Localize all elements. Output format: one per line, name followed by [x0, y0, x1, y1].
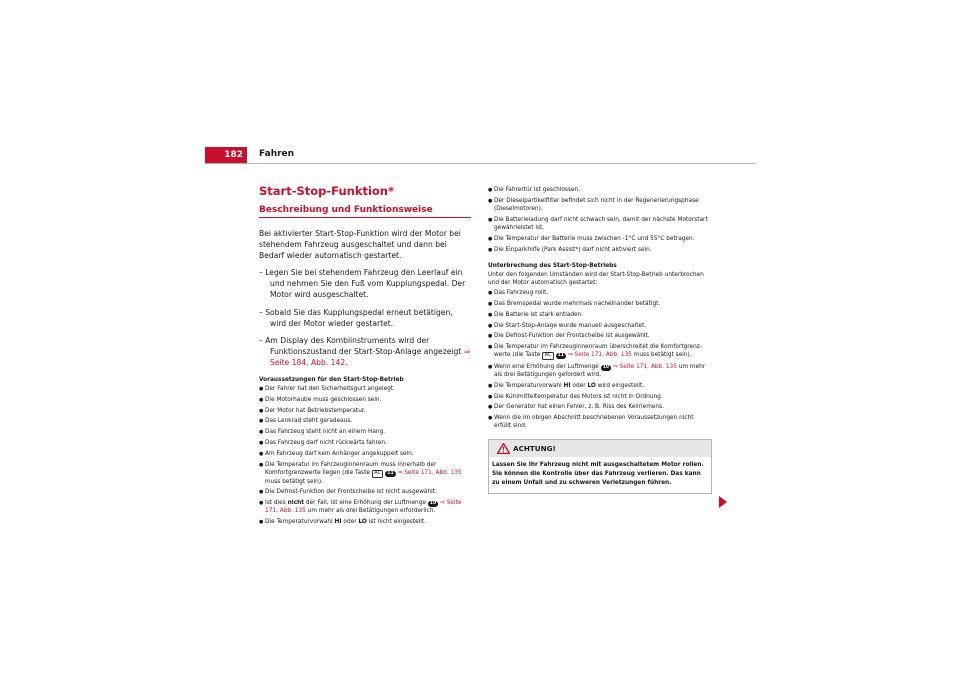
- list-item: [488, 382, 712, 390]
- list-item: [488, 343, 712, 360]
- item-text: Die Temperaturvorwahl: [265, 519, 335, 526]
- warning-box: [488, 439, 712, 494]
- page-reference-link[interactable]: ⇒ Seite 171, Abb. 135: [567, 352, 632, 359]
- list-item: [488, 363, 712, 379]
- step-item: – Sobald Sie das Kupplungspedal erneut betätigen, wird der Motor wieder gestartet.: [259, 307, 453, 328]
- list-item: [259, 518, 471, 526]
- item-text: wird eingestellt.: [595, 382, 645, 389]
- list-item: ● Die Einparkhilfe (Park Assist*) darf nicht aktiviert sein.: [488, 246, 712, 254]
- item-text: oder: [570, 382, 588, 389]
- callout-10-icon: 10: [602, 364, 609, 370]
- warning-header: [489, 440, 711, 457]
- page-reference-link[interactable]: ⇒ Seite 171, Abb. 135: [265, 500, 462, 515]
- list-item: ● Das Fahrzeug darf nicht rückwärts fahren.: [259, 439, 471, 447]
- item-text: um mehr als drei Betätigungen erforderlich.: [305, 508, 436, 515]
- right-column: [488, 186, 712, 494]
- left-column: [259, 184, 471, 529]
- intro-paragraph: Bei aktivierter Start-Stop-Funktion wird der Motor bei stehendem Fahrzeug ausgeschaltet und dann bei Bedarf wieder automatisch gestartet.: [259, 229, 461, 261]
- item-text: Die Temperaturvorwahl: [494, 382, 564, 389]
- list-item: ● Die Batterieladung darf nicht schwach sein, damit der nächste Motorstart gewährleistet ist.: [488, 216, 712, 232]
- page-number: 182: [205, 147, 247, 163]
- emphasis-text: HI: [334, 519, 342, 526]
- item-text: muss betätigt sein).: [631, 352, 692, 359]
- page-reference-link[interactable]: ⇒ Seite 171, Abb. 135: [612, 363, 677, 370]
- step-item: – Legen Sie bei stehendem Fahrzeug den Leerlauf ein und nehmen Sie den Fuß vom Kupplungspedal. Der Motor wird ausgeschaltet.: [259, 268, 466, 300]
- ac-key-icon: AC: [542, 352, 554, 360]
- callout-11-icon: 11: [387, 470, 394, 476]
- page-reference-link[interactable]: ⇒ Seite 171, Abb. 135: [397, 469, 462, 476]
- list-item: ● Die Defrost-Funktion der Frontscheibe ist ausgewählt.: [488, 332, 712, 340]
- list-item: ● Das Fahrzeug steht nicht an einem Hang.: [259, 428, 471, 436]
- continue-arrow-icon: [719, 496, 727, 508]
- list-item: ● Das Bremspedal wurde mehrmals nacheinander betätigt.: [488, 300, 712, 308]
- header-rule: [205, 163, 756, 164]
- list-item: ● Der Generator hat einen Fehler, z. B. Riss des Keilriemens.: [488, 403, 712, 411]
- item-text: der Fall, ist eine Erhöhung der Luftmenge: [304, 500, 428, 507]
- list-item: [259, 461, 471, 486]
- callout-10-icon: 10: [429, 501, 437, 507]
- prereq-heading: Voraussetzungen für den Start-Stop-Betrieb: [259, 377, 404, 384]
- list-item: ● Die Start-Stop-Anlage wurde manuell ausgeschaltet.: [488, 322, 712, 330]
- item-text: Die Temperatur im Fahrzeuginnenraum überschreitet die Komfortgrenzwerte (die Taste: [494, 344, 702, 359]
- warning-text: Lassen Sie Ihr Fahrzeug nicht mit ausgeschaltetem Motor rollen. Sie können die Kontrolle über das Fahrzeug verlieren. Das kann zu einem Unfall und zu schweren Verletzungen führen.: [492, 461, 704, 486]
- item-text: Ist dies: [265, 500, 288, 507]
- list-item: ● Die Motorhaube muss geschlossen sein.: [259, 396, 471, 404]
- warning-title: ACHTUNG!: [513, 443, 556, 453]
- list-item: ● Das Lenkrad steht geradeaus.: [259, 417, 471, 425]
- item-text: oder: [341, 519, 359, 526]
- emphasis-text: LO: [358, 519, 367, 526]
- warning-triangle-icon: [497, 443, 510, 454]
- list-item: [259, 499, 471, 515]
- list-item: ● Wenn die im obigen Abschnitt beschriebenen Voraussetzungen nicht erfüllt sind.: [488, 414, 712, 430]
- section-title: Start-Stop-Funktion*: [259, 184, 395, 198]
- chapter-title: Fahren: [259, 149, 295, 159]
- list-item: ● Die Kühlmitteltemperatur des Motors ist nicht in Ordnung.: [488, 393, 712, 401]
- interrupt-heading: Unterbrechung des Start-Stop-Betriebs: [488, 262, 617, 269]
- interrupt-intro: Unter den folgenden Umständen wird der Start-Stop-Betrieb unterbrochen und der Motor automatisch gestartet:: [488, 271, 704, 286]
- item-text: um mehr als drei Betätigungen gefordert wird.: [494, 363, 706, 378]
- list-item: ● Das Fahrzeug rollt.: [488, 289, 712, 297]
- list-item: ● Die Defrost-Funktion der Frontscheibe ist nicht ausgewählt.: [259, 488, 471, 496]
- list-item: ● Die Batterie ist stark entladen.: [488, 311, 712, 319]
- step-end: .: [345, 357, 348, 367]
- section-subtitle: Beschreibung und Funktionsweise: [259, 205, 471, 218]
- step-item: [259, 335, 471, 368]
- item-text: ist nicht eingestellt.: [366, 519, 427, 526]
- step-text: – Am Display des Kombiinstruments wird der Funktionszustand der Start-Stop-Anlage angezeigt: [259, 335, 464, 356]
- list-item: ● Der Motor hat Betriebstemperatur.: [259, 407, 471, 415]
- list-item: ● Die Temperatur der Batterie muss zwischen -1°C und 55°C betragen.: [488, 235, 712, 243]
- list-item: ● Am Fahrzeug darf kein Anhänger angekuppelt sein.: [259, 450, 471, 458]
- list-item: ● Der Fahrer hat den Sicherheitsgurt angelegt.: [259, 385, 471, 393]
- emphasis-text: LO: [587, 382, 596, 389]
- page-reference-link[interactable]: ⇒ Seite 184, Abb. 142: [270, 346, 471, 367]
- list-item: ● Die Fahrertür ist geschlossen.: [488, 186, 712, 194]
- callout-11-icon: 11: [557, 353, 564, 359]
- list-item: ● Der Dieselpartikelfilter befindet sich nicht in der Regenerierungsphase (Dieselmotoren).: [488, 197, 712, 213]
- item-text: Die Temperatur im Fahrzeuginnenraum muss innerhalb der Komfortgrenzwerte liegen (die Taste: [265, 461, 437, 476]
- emphasis-text: HI: [563, 382, 571, 389]
- item-text: muss betätigt sein).: [265, 478, 323, 485]
- ac-key-icon: AC: [372, 470, 384, 478]
- emphasis-text: nicht: [287, 500, 305, 507]
- item-text: Wenn eine Erhöhung der Luftmenge: [494, 363, 601, 370]
